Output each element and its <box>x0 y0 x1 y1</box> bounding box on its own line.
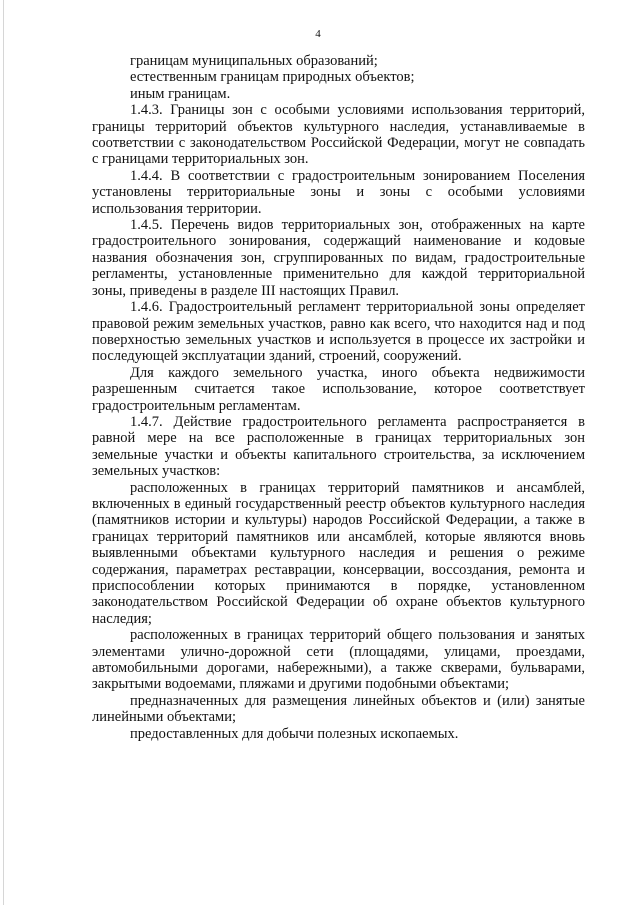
paragraph-other-borders: иным границам. <box>130 85 231 102</box>
document-body <box>92 53 585 742</box>
page-edge-line <box>3 0 4 905</box>
paragraph-heritage-territories: расположенных в границах территорий памятников и ансамблей, включенных в единый государственный реестр объектов культурного наследия (памятников истории и культуры) народов Российской Федерации, а также в границах территорий памятников или ансамблей, которые являются вновь выявленными объектами культурного наследия и решения о режиме содержания, параметрах реставрации, консервации, воссоздания, ремонта и приспособлении которых принимаются в порядке, установленном законодательством Российской Федерации об охране объектов культурного наследия; <box>92 479 585 627</box>
paragraph-1-4-4: 1.4.4. В соответствии с градостроительным зонированием Поселения установлены территориальные зоны и зоны с особыми условиями использования территории. <box>92 167 585 217</box>
paragraph-1-4-5: 1.4.5. Перечень видов территориальных зон, отображенных на карте градостроительного зонирования, содержащий наименование и кодовые названия обозначения зон, сгруппированных по видам, градостроительные регламенты, установленные применительно для каждой территориальной зоны, приведены в разделе III настоящих Правил. <box>92 217 585 299</box>
paragraph-1-4-6: 1.4.6. Градостроительный регламент территориальной зоны определяет правовой режим земельных участков, равно как всего, что находится над и под поверхностью земельных участков и используется в процессе их застройки и последующей эксплуатации зданий, строений, сооружений. <box>92 299 585 365</box>
paragraph-municipal-borders: границам муниципальных образований; <box>130 53 378 69</box>
paragraph-linear-objects: предназначенных для размещения линейных объектов и (или) занятые линейными объектами; <box>92 692 585 726</box>
paragraph-natural-borders: естественным границам природных объектов; <box>130 69 415 86</box>
paragraph-permitted-use: Для каждого земельного участка, иного объекта недвижимости разрешенным считается такое использование, которое соответствует градостроительным регламентам. <box>92 364 585 414</box>
paragraph-1-4-3: 1.4.3. Границы зон с особыми условиями использования территорий, границы территорий объектов культурного наследия, устанавливаемые в соответствии с законодательством Российской Федерации, могут не совпадать с границами территориальных зон. <box>92 102 585 168</box>
paragraph-mineral-extraction: предоставленных для добычи полезных ископаемых. <box>130 725 459 742</box>
page-number: 4 <box>315 28 321 40</box>
paragraph-1-4-7: 1.4.7. Действие градостроительного регламента распространяется в равной мере на все расположенные в границах территориальных зон земельные участки и объекты капитального строительства, за исключением земельных участков: <box>92 413 585 480</box>
paragraph-public-territories: расположенных в границах территорий общего пользования и занятых элементами улично-дорожной сети (площадями, улицами, проездами, автомобильными дорогами, набережными), а также скверами, бульварами, закрытыми водоемами, пляжами и другими подобными объектами; <box>92 627 585 693</box>
